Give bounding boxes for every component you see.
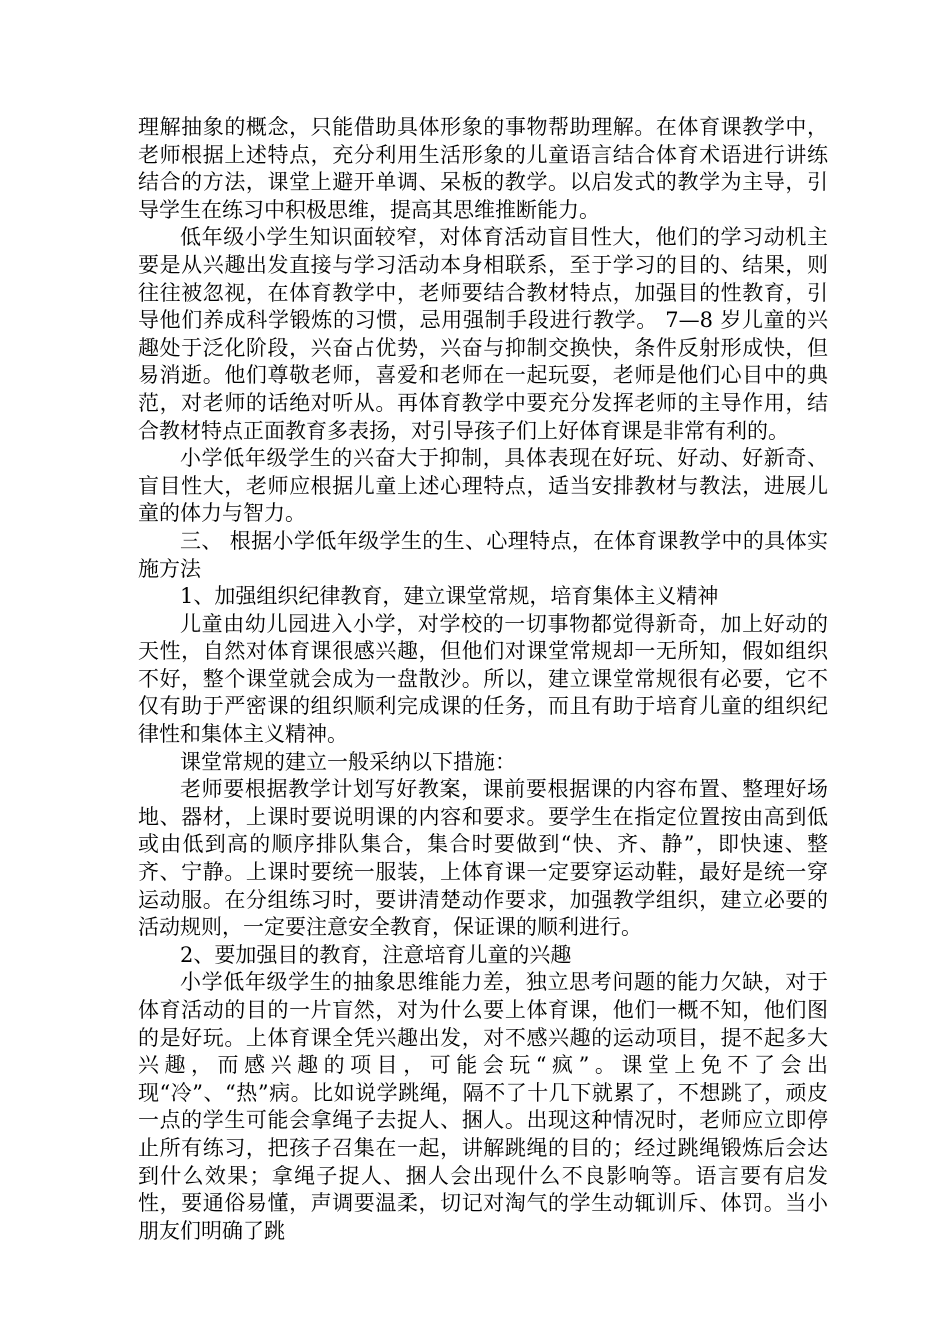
subheading-one: 1、加强组织纪律教育，建立课堂常规，培育集体主义精神 — [180, 584, 719, 609]
paragraph-classroom-routine: 儿童由幼儿园进入小学，对学校的一切事物都觉得新奇，加上好动的天性，自然对体育课很感兴趣，但他们对课堂常规却一无所知，假如组织不好，整个课堂就会成为一盘散沙。所以，建立课堂常规很有必要，它不仅有助于严密课的组织顺利完成课的任务，而且有助于培育儿童的组织纪律性和集体主义精神。 — [138, 611, 828, 747]
section-heading-three: 三、 根据小学低年级学生的生、心理特点，在体育课教学中的具体实施方法 — [138, 528, 828, 581]
paragraph-teacher-preparation: 老师要根据教学计划写好教案，课前要根据课的内容布置、整理好场地、器材，上课时要说明课的内容和要求。要学生在指定位置按由高到低或由低到高的顺序排队集合，集合时要做到“快、齐、静”，即快速、整齐、宁静。上课时要统一服装，上体育课一定要穿运动鞋，最好是统一穿运动服。在分组练习时，要讲清楚动作要求，加强教学组织，建立必要的活动规则，一定要注意安全教育，保证课的顺利进行。 — [138, 777, 828, 940]
document-body — [138, 114, 828, 1245]
paragraph-continued: 理解抽象的概念，只能借助具体形象的事物帮助理解。在体育课教学中，老师根据上述特点，充分利用生活形象的儿童语言结合体育术语进行讲练结合的方法，课堂上避开单调、呆板的教学。以启发式的教学为主导，引导学生在练习中积极思维，提高其思维推断能力。 — [138, 115, 828, 222]
paragraph-interest-cultivation: 小学低年级学生的抽象思维能力差，独立思考问题的能力欠缺，对于体育活动的目的一片盲然，对为什么要上体育课，他们一概不知，他们图的是好玩。上体育课全凭兴趣出发，对不感兴趣的运动项目，提不起多大兴趣，而感兴趣的项目，可能会玩“疯”。课堂上免不了会出现“冷”、“热”病。比如说学跳绳，隔不了十几下就累了，不想跳了，顽皮一点的学生可能会拿绳子去捉人、捆人。出现这种情况时，老师应立即停止所有练习，把孩子召集在一起，讲解跳绳的目的；经过跳绳锻炼后会达到什么效果；拿绳子捉人、捆人会出现什么不良影响等。语言要有启发性，要通俗易懂，声调要温柔，切记对淘气的学生动辄训斥、体罚。当小朋友们明确了跳 — [138, 970, 828, 1243]
paragraph-excitement: 小学低年级学生的兴奋大于抑制，具体表现在好玩、好动、好新奇、盲目性大，老师应根据儿童上述心理特点，适当安排教材与教法，进展儿童的体力与智力。 — [138, 446, 828, 526]
subheading-two: 2、要加强目的教育，注意培育儿童的兴趣 — [180, 942, 572, 967]
paragraph-learning-motivation: 低年级小学生知识面较窄，对体育活动盲目性大，他们的学习动机主要是从兴趣出发直接与学习活动本身相联系，至于学习的目的、结果，则往往被忽视，在体育教学中，老师要结合教材特点，加强目的性教育，引导他们养成科学锻炼的习惯，忌用强制手段进行教学。 7—8 岁儿童的兴趣处于泛化阶段，兴奋占优势，兴奋与抑制交换快，条件反射形成快，但易消逝。他们尊敬老师，喜爱和老师在一起玩耍，老师是他们心目中的典范，对老师的话绝对听从。再体育教学中要充分发挥老师的主导作用，结合教材特点正面教育多表扬，对引导孩子们上好体育课是非常有利的。 — [138, 225, 828, 443]
paragraph-measures-intro: 课堂常规的建立一般采纳以下措施： — [180, 749, 516, 774]
